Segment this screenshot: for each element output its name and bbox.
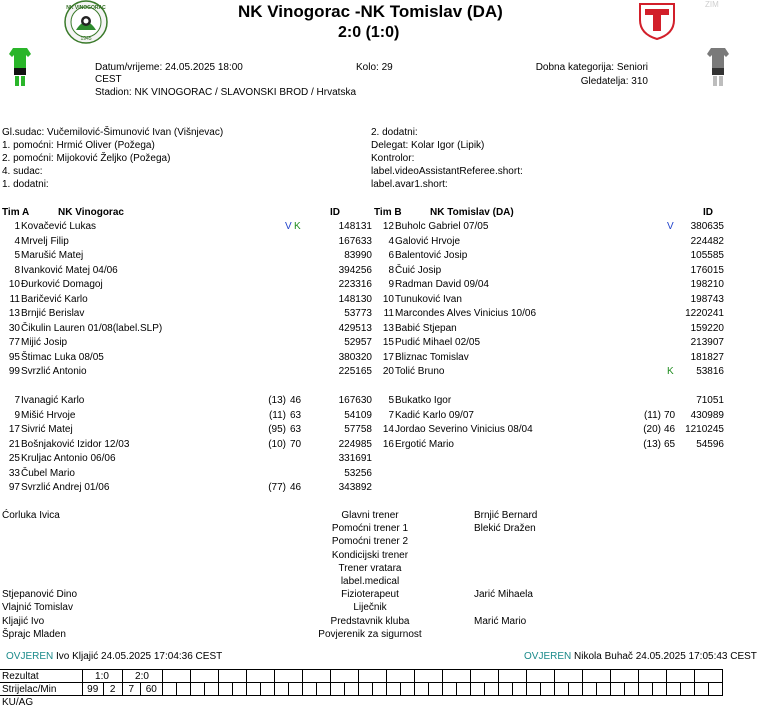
empty-cell: [414, 670, 442, 683]
empty-cell: [470, 670, 498, 683]
substitution-minute: 46: [664, 424, 676, 435]
player-name: Kovačević Lukas: [21, 221, 97, 232]
empty-cell: [176, 683, 190, 696]
player-id: 394256: [338, 264, 372, 276]
team-a-label: Tim A: [2, 207, 30, 218]
player-id: 53773: [344, 308, 372, 319]
player-id: 53816: [696, 366, 724, 377]
player-number: 15: [382, 337, 394, 348]
empty-cell: [666, 683, 680, 696]
results-row-label: Strijelac/Min: [0, 683, 82, 696]
player-number: 11: [9, 293, 20, 305]
staff-role: Pomoćni trener 2: [331, 536, 409, 548]
empty-cell: [582, 696, 596, 709]
scorer-cell: 2: [103, 683, 122, 696]
player-id: 167630: [338, 395, 372, 406]
player-name: Ivanković Matej 04/06: [21, 264, 118, 276]
staff-away-name: Blekić Dražen: [474, 523, 536, 535]
player-number: 16: [382, 438, 394, 450]
substituted-for: (95): [268, 424, 286, 435]
empty-cell: [330, 696, 344, 709]
empty-cell: [610, 696, 624, 709]
player-number: 10: [382, 293, 394, 305]
player-number: 77: [8, 337, 20, 348]
player-number: 17: [8, 424, 20, 435]
player-number: 9: [14, 409, 20, 421]
player-id: 224985: [338, 438, 372, 450]
player-id: 343892: [338, 482, 372, 493]
player-name: Štimac Luka 08/05: [21, 351, 104, 363]
empty-cell: [554, 696, 568, 709]
player-id: 198210: [690, 279, 724, 290]
empty-cell: [330, 670, 358, 683]
official-left-line: Gl.sudac: Vučemilović-Šimunović Ivan (Višnjevac): [2, 127, 224, 138]
player-number: 33: [8, 467, 20, 479]
player-name: Galović Hrvoje: [395, 235, 461, 247]
player-id: 213907: [690, 337, 724, 348]
player-name: Ivanagić Karlo: [21, 395, 85, 406]
empty-cell: [694, 696, 708, 709]
empty-cell: [358, 683, 372, 696]
empty-cell: [512, 683, 526, 696]
player-number: 11: [383, 308, 394, 319]
player-name: Čikulin Lauren 01/08(label.SLP): [21, 322, 163, 334]
empty-cell: [316, 683, 330, 696]
match-title: NK Vinogorac -NK Tomislav (DA): [238, 2, 503, 21]
player-id: 83990: [344, 250, 372, 261]
player-name: Mijić Josip: [21, 337, 68, 348]
official-left-line: 1. dodatni:: [2, 179, 49, 190]
empty-cell: [260, 696, 274, 709]
player-id: 430989: [690, 409, 724, 421]
empty-cell: [470, 683, 484, 696]
empty-cell: [274, 683, 288, 696]
player-name: Marcondes Alves Vinicius 10/06: [395, 308, 537, 319]
verified-home-text: Ivo Kljajić 24.05.2025 17:04:36 CEST: [56, 651, 223, 662]
scorer-cell: 99: [82, 683, 103, 696]
empty-cell: [540, 696, 554, 709]
empty-cell: [498, 670, 526, 683]
svg-text:NK VINOGORAC: NK VINOGORAC: [66, 5, 106, 11]
empty-cell: [582, 670, 610, 683]
player-id: 53256: [344, 467, 372, 479]
empty-cell: [274, 670, 302, 683]
player-id: 225165: [338, 366, 372, 377]
away-kit-icon: [707, 46, 729, 90]
official-right-line: 2. dodatni:: [371, 127, 418, 138]
empty-cell: [386, 683, 400, 696]
player-number: 30: [8, 322, 20, 334]
player-number: 1: [14, 221, 20, 232]
empty-cell: [103, 696, 122, 709]
staff-role: label.medical: [340, 576, 400, 587]
player-name: Brnjić Berislav: [21, 308, 85, 319]
empty-cell: [260, 683, 274, 696]
captain-mark: K: [667, 366, 674, 377]
player-name: Mrvelj Filip: [21, 235, 69, 247]
empty-cell: [344, 696, 358, 709]
player-id: 331691: [338, 453, 372, 464]
empty-cell: [82, 696, 103, 709]
svg-text:1945: 1945: [80, 36, 92, 42]
substituted-for: (13): [643, 438, 661, 450]
player-number: 99: [8, 366, 20, 377]
empty-cell: [232, 696, 246, 709]
empty-cell: [141, 696, 162, 709]
empty-cell: [582, 683, 596, 696]
player-name: Balentović Josip: [395, 250, 468, 261]
player-number: 8: [388, 264, 394, 276]
team-a-id-header: ID: [330, 207, 340, 218]
player-number: 13: [382, 322, 394, 334]
player-name: Radman David 09/04: [395, 279, 489, 290]
empty-cell: [596, 696, 610, 709]
empty-cell: [176, 696, 190, 709]
results-row: [0, 683, 722, 696]
player-number: 7: [14, 395, 20, 406]
player-name: Čubel Mario: [21, 467, 75, 479]
player-id: 148130: [338, 293, 372, 305]
player-number: 13: [8, 308, 20, 319]
empty-cell: [442, 683, 456, 696]
empty-cell: [554, 670, 582, 683]
staff-home-name: Vlajnić Tomislav: [2, 602, 73, 614]
empty-cell: [638, 683, 652, 696]
player-id: 167633: [338, 235, 372, 247]
empty-cell: [330, 683, 344, 696]
empty-cell: [302, 670, 330, 683]
player-number: 7: [388, 409, 394, 421]
results-row: [0, 696, 722, 709]
official-left-line: 2. pomoćni: Mijoković Željko (Požega): [2, 153, 171, 164]
player-name: Kruljac Antonio 06/06: [21, 453, 116, 464]
verified-home-label: OVJEREN: [6, 651, 54, 662]
empty-cell: [526, 683, 540, 696]
age-category: Dobna kategorija: Seniori: [535, 62, 648, 73]
empty-cell: [358, 696, 372, 709]
empty-cell: [204, 696, 218, 709]
verified-home: [6, 651, 222, 662]
empty-cell: [288, 683, 302, 696]
verified-away-text: Nikola Buhač 24.05.2025 17:05:43 CEST: [574, 651, 757, 662]
empty-cell: [428, 696, 442, 709]
results-row-label: KU/AG: [0, 696, 82, 709]
player-name: Đurković Domagoj: [21, 279, 103, 290]
player-id: 198743: [690, 293, 724, 305]
empty-cell: [652, 683, 666, 696]
empty-cell: [484, 696, 498, 709]
player-id: 223316: [338, 279, 372, 290]
player-name: Pudić Mihael 02/05: [395, 337, 481, 348]
official-right-line: Delegat: Kolar Igor (Lipik): [371, 140, 485, 151]
player-name: Jordao Severino Vinicius 08/04: [395, 424, 533, 435]
match-stadium: Stadion: NK VINOGORAC / SLAVONSKI BROD / Hrvatska: [95, 87, 357, 98]
empty-cell: [554, 683, 568, 696]
empty-cell: [652, 696, 666, 709]
official-right-line: label.avar1.short:: [371, 179, 448, 190]
player-number: 5: [14, 250, 20, 261]
empty-cell: [638, 670, 666, 683]
player-number: 4: [388, 235, 394, 247]
empty-cell: [708, 696, 722, 709]
empty-cell: [218, 670, 246, 683]
results-row: [0, 670, 722, 683]
player-id: 54596: [696, 438, 724, 450]
empty-cell: [638, 696, 652, 709]
score-cell: 2:0: [122, 670, 162, 683]
empty-cell: [162, 696, 176, 709]
player-name: Mišić Hrvoje: [21, 409, 76, 421]
team-b-name: NK Tomislav (DA): [430, 207, 514, 218]
goalkeeper-mark: V: [285, 221, 292, 232]
faint-text: ZIM: [705, 0, 719, 9]
empty-cell: [372, 696, 386, 709]
staff-role: Kondicijski trener: [331, 549, 409, 561]
empty-cell: [428, 683, 442, 696]
player-number: 8: [14, 264, 20, 276]
results-row-label: Rezultat: [0, 670, 82, 683]
team-a-name: NK Vinogorac: [58, 207, 124, 218]
empty-cell: [246, 683, 260, 696]
team-b-label: Tim B: [374, 207, 402, 218]
player-number: 6: [388, 250, 394, 261]
player-name: Baričević Karlo: [21, 293, 88, 305]
empty-cell: [246, 670, 274, 683]
substitution-minute: 46: [290, 395, 302, 406]
substituted-for: (77): [268, 482, 286, 493]
staff-role: Glavni trener: [341, 510, 399, 521]
empty-cell: [218, 683, 232, 696]
empty-cell: [414, 683, 428, 696]
verified-away-label: OVJEREN: [524, 651, 572, 662]
staff-role: Liječnik: [353, 602, 387, 614]
empty-cell: [442, 696, 456, 709]
player-number: 9: [388, 279, 394, 290]
staff-home-name: Šprajc Mladen: [2, 628, 66, 640]
away-team-logo: [636, 0, 678, 40]
empty-cell: [498, 696, 512, 709]
empty-cell: [316, 696, 330, 709]
empty-cell: [708, 683, 722, 696]
empty-cell: [386, 670, 414, 683]
home-kit-icon: [9, 46, 31, 90]
empty-cell: [302, 683, 316, 696]
staff-away-name: Brnjić Bernard: [474, 510, 538, 521]
substitution-minute: 65: [664, 438, 676, 450]
player-number: 12: [382, 221, 394, 232]
player-id: 380320: [338, 351, 372, 363]
official-right-line: label.videoAssistantReferee.short:: [371, 166, 523, 177]
substitution-minute: 46: [290, 482, 302, 493]
empty-cell: [372, 683, 386, 696]
official-left-line: 1. pomoćni: Hrmić Oliver (Požega): [2, 140, 155, 151]
empty-cell: [400, 683, 414, 696]
captain-mark: K: [294, 221, 301, 232]
empty-cell: [680, 683, 694, 696]
empty-cell: [456, 683, 470, 696]
player-name: Babić Stjepan: [395, 322, 457, 334]
player-id: 181827: [690, 351, 724, 363]
empty-cell: [624, 683, 638, 696]
player-number: 25: [8, 453, 20, 464]
empty-cell: [694, 670, 722, 683]
player-id: 176015: [690, 264, 724, 276]
empty-cell: [344, 683, 358, 696]
player-number: 17: [382, 351, 394, 363]
empty-cell: [302, 696, 316, 709]
empty-cell: [218, 696, 232, 709]
substituted-for: (11): [643, 409, 661, 421]
player-name: Kadić Karlo 09/07: [395, 409, 474, 421]
substituted-for: (13): [268, 395, 286, 406]
scorer-cell: 60: [141, 683, 162, 696]
empty-cell: [526, 670, 554, 683]
substitution-minute: 63: [290, 409, 302, 421]
empty-cell: [666, 696, 680, 709]
player-id: 71051: [696, 395, 724, 406]
empty-cell: [610, 683, 624, 696]
player-name: Bošnjaković Izidor 12/03: [21, 438, 130, 450]
empty-cell: [596, 683, 610, 696]
player-name: Čuić Josip: [395, 264, 442, 276]
player-number: 10: [8, 279, 20, 290]
official-right-line: Kontrolor:: [371, 153, 415, 164]
player-id: 57758: [344, 424, 372, 435]
empty-cell: [470, 696, 484, 709]
player-id: 54109: [344, 409, 372, 421]
player-name: Bliznac Tomislav: [395, 351, 469, 363]
empty-cell: [190, 670, 218, 683]
match-round: Kolo: 29: [356, 62, 393, 73]
staff-home-name: Ćorluka Ivica: [2, 510, 60, 521]
player-number: 14: [382, 424, 394, 435]
spectators: Gledatelja: 310: [580, 76, 648, 87]
empty-cell: [568, 683, 582, 696]
empty-cell: [386, 696, 400, 709]
empty-cell: [232, 683, 246, 696]
player-name: Tolić Bruno: [395, 366, 445, 377]
staff-away-name: Jarić Mihaela: [474, 589, 533, 601]
empty-cell: [680, 696, 694, 709]
player-name: Svrzlić Antonio: [21, 366, 87, 377]
empty-cell: [512, 696, 526, 709]
empty-cell: [540, 683, 554, 696]
player-id: 1210245: [685, 424, 724, 435]
player-number: 95: [8, 351, 20, 363]
empty-cell: [414, 696, 428, 709]
player-name: Svrzlić Andrej 01/06: [21, 482, 110, 493]
empty-cell: [498, 683, 512, 696]
player-id: 224482: [690, 235, 724, 247]
player-name: Buholc Gabriel 07/05: [395, 221, 489, 232]
goalkeeper-mark: V: [667, 221, 674, 232]
staff-home-name: Kljajić Ivo: [2, 615, 45, 627]
empty-cell: [484, 683, 498, 696]
substituted-for: (20): [643, 424, 661, 435]
empty-cell: [288, 696, 302, 709]
empty-cell: [400, 696, 414, 709]
player-name: Marušić Matej: [21, 250, 84, 261]
match-datetime: Datum/vrijeme: 24.05.2025 18:00: [95, 62, 243, 73]
empty-cell: [122, 696, 141, 709]
player-id: 380635: [690, 221, 724, 232]
scorer-cell: 7: [122, 683, 141, 696]
player-name: Bukatko Igor: [395, 395, 452, 406]
player-name: Sivrić Matej: [21, 424, 73, 435]
empty-cell: [190, 696, 204, 709]
empty-cell: [610, 670, 638, 683]
staff-role: Pomoćni trener 1: [331, 523, 409, 535]
player-number: 4: [14, 235, 20, 247]
staff-role: Predstavnik kluba: [330, 615, 410, 627]
empty-cell: [624, 696, 638, 709]
team-b-id-header: ID: [703, 207, 713, 218]
player-id: 105585: [690, 250, 724, 261]
empty-cell: [358, 670, 386, 683]
empty-cell: [666, 670, 694, 683]
player-id: 159220: [690, 322, 724, 334]
empty-cell: [442, 670, 470, 683]
substituted-for: (10): [268, 438, 286, 450]
player-number: 5: [388, 395, 394, 406]
official-left-line: 4. sudac:: [2, 166, 43, 177]
staff-home-name: Stjepanović Dino: [2, 589, 78, 601]
home-team-logo: [64, 0, 108, 44]
results-table: [0, 669, 723, 709]
player-name: Ergotić Mario: [395, 438, 454, 450]
match-score: 2:0 (1:0): [338, 24, 400, 41]
player-id: 52957: [344, 337, 372, 348]
player-id: 1220241: [685, 308, 724, 319]
player-number: 21: [8, 438, 20, 450]
player-id: 148131: [338, 221, 372, 232]
empty-cell: [568, 696, 582, 709]
player-name: Tunuković Ivan: [395, 293, 462, 305]
match-timezone: CEST: [95, 74, 122, 85]
score-cell: 1:0: [82, 670, 122, 683]
substitution-minute: 63: [290, 424, 302, 435]
staff-role: Fizioterapeut: [341, 589, 399, 601]
verified-away: [524, 651, 757, 662]
substituted-for: (11): [268, 409, 286, 421]
player-number: 20: [382, 366, 394, 377]
empty-cell: [162, 670, 190, 683]
empty-cell: [204, 683, 218, 696]
staff-away-name: Marić Mario: [474, 615, 527, 627]
empty-cell: [694, 683, 708, 696]
empty-cell: [162, 683, 176, 696]
staff-role: Povjerenik za sigurnost: [318, 628, 422, 640]
empty-cell: [274, 696, 288, 709]
staff-role: Trener vratara: [338, 562, 402, 574]
empty-cell: [456, 696, 470, 709]
substitution-minute: 70: [290, 438, 302, 450]
player-number: 97: [8, 482, 20, 493]
empty-cell: [526, 696, 540, 709]
empty-cell: [190, 683, 204, 696]
substitution-minute: 70: [664, 409, 676, 421]
empty-cell: [246, 696, 260, 709]
player-id: 429513: [338, 322, 372, 334]
